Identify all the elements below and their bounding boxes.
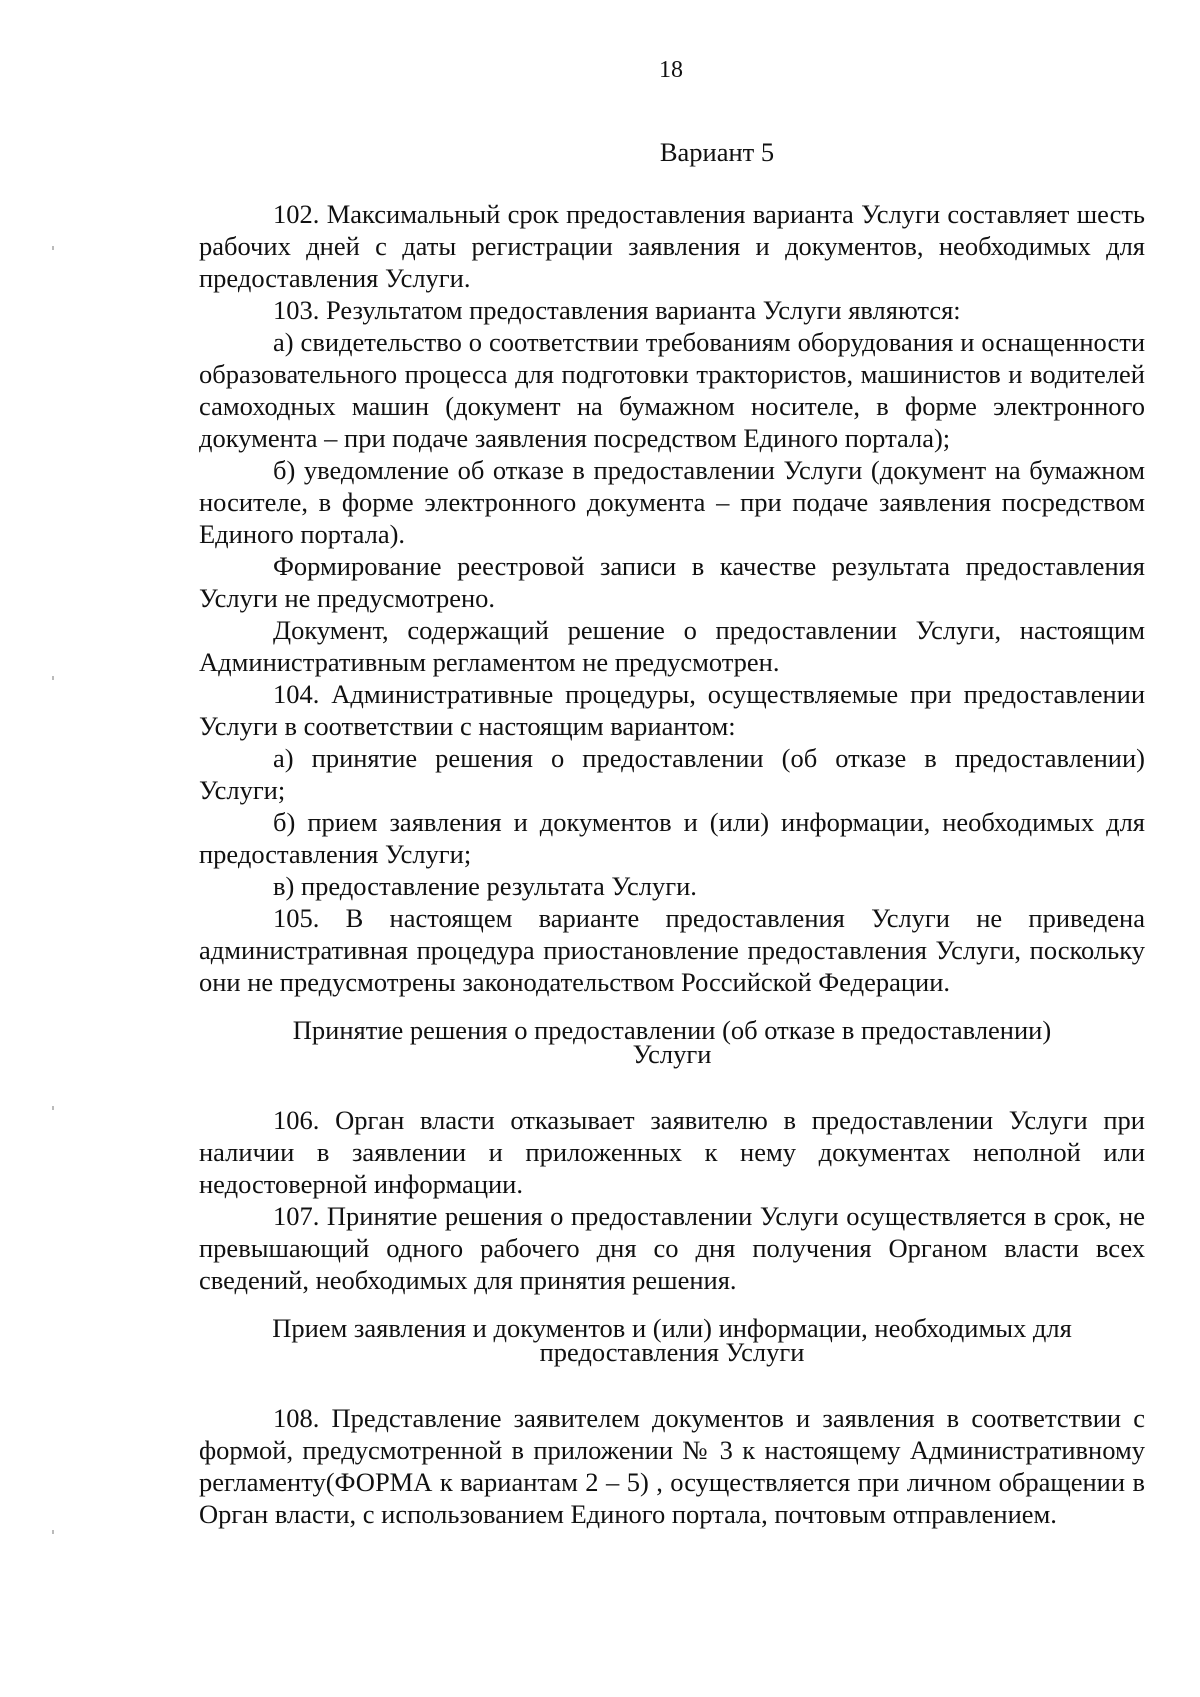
paragraph-106: 106. Орган власти отказывает заявителю в предоставлении Услуги при наличии в заявлении и приложенных к нему документах неполной или недостоверной информации. — [199, 1105, 1145, 1199]
section-heading: Вариант 5 — [659, 137, 775, 167]
subsection-heading-application — [199, 1313, 1145, 1367]
paragraph-104-item-c: в) предоставление результата Услуги. — [273, 871, 697, 901]
subsection-heading-line: Прием заявления и документов и (или) информации, необходимых для — [272, 1313, 1072, 1343]
scan-margin-mark — [52, 676, 54, 680]
paragraph-108: 108. Представление заявителем документов и заявления в соответствии с формой, предусмотренной в приложении № 3 к настоящему Административному регламенту(ФОРМА к вариантам 2 – 5) , осуществляется при личном обращении в Орган власти, с использованием Единого портала, почтовым отправлением. — [199, 1403, 1145, 1529]
paragraph-104-item-a: а) принятие решения о предоставлении (об отказе в предоставлении) Услуги; — [199, 743, 1145, 805]
paragraph-document-note: Документ, содержащий решение о предоставлении Услуги, настоящим Административным регламентом не предусмотрен. — [199, 615, 1145, 677]
paragraph-105: 105. В настоящем варианте предоставления Услуги не приведена административная процедура приостановление предоставления Услуги, поскольку они не предусмотрены законодательством Российской Федерации. — [199, 903, 1145, 997]
subsection-heading-line: предоставления Услуги — [539, 1337, 805, 1367]
paragraph-103-item-a: а) свидетельство о соответствии требованиям оборудования и оснащенности образовательного процесса для подготовки трактористов, машинистов и водителей самоходных машин (документ на бумажном носителе, в форме электронного документа – при подаче заявления посредством Единого портала); — [199, 327, 1145, 453]
paragraph-104: 104. Административные процедуры, осуществляемые при предоставлении Услуги в соответствии с настоящим вариантом: — [199, 679, 1145, 741]
document-body — [199, 136, 1145, 1530]
paragraph-103-item-b: б) уведомление об отказе в предоставлении Услуги (документ на бумажном носителе, в форме электронного документа – при подаче заявления посредством Единого портала). — [199, 455, 1145, 549]
subsection-heading-line: Принятие решения о предоставлении (об отказе в предоставлении) — [292, 1015, 1052, 1045]
paragraph-registry-note: Формирование реестровой записи в качестве результата предоставления Услуги не предусмотрено. — [199, 551, 1145, 613]
scan-margin-mark — [52, 1530, 54, 1534]
subsection-heading-decision — [199, 1015, 1145, 1069]
paragraph-102: 102. Максимальный срок предоставления варианта Услуги составляет шесть рабочих дней с даты регистрации заявления и документов, необходимых для предоставления Услуги. — [199, 199, 1145, 293]
paragraph-103: 103. Результатом предоставления варианта Услуги являются: — [273, 295, 961, 325]
scan-margin-mark — [52, 246, 54, 250]
subsection-heading-line: Услуги — [632, 1039, 712, 1069]
paragraph-104-item-b: б) прием заявления и документов и (или) информации, необходимых для предоставления Услуги; — [199, 807, 1145, 869]
scan-margin-mark — [52, 1106, 54, 1110]
paragraph-107: 107. Принятие решения о предоставлении Услуги осуществляется в срок, не превышающий одного рабочего дня со дня получения Органом власти всех сведений, необходимых для принятия решения. — [199, 1201, 1145, 1295]
page-number: 18 — [659, 57, 683, 83]
